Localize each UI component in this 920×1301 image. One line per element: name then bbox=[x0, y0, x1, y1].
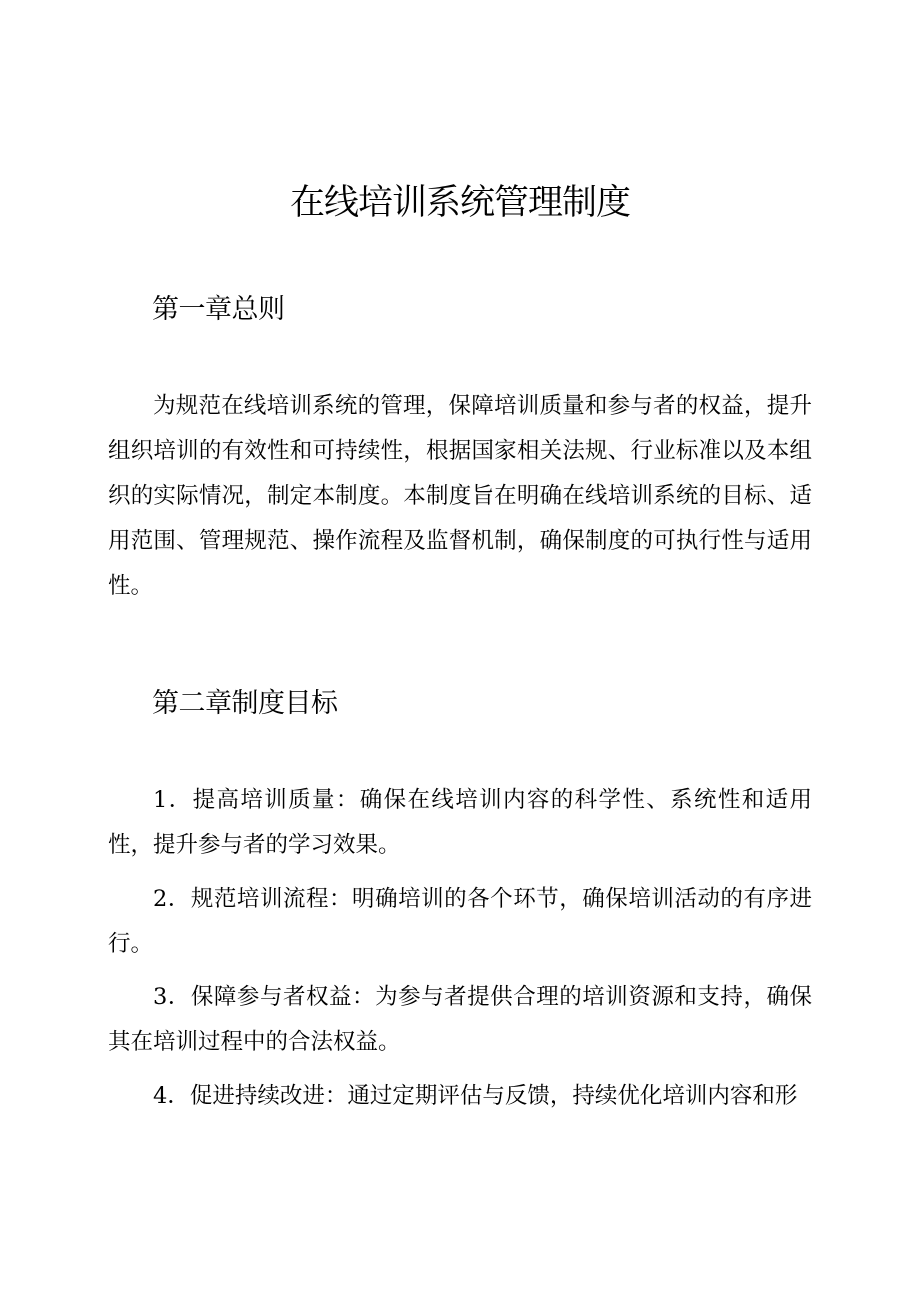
goal-number: 2 bbox=[153, 886, 168, 912]
goal-text: ．提高培训质量：确保在线培训内容的科学性、系统性和适用性，提升参与者的学习效果。 bbox=[108, 787, 812, 858]
chapter-2-heading: 第二章制度目标 bbox=[152, 688, 338, 719]
goal-item-1 bbox=[108, 778, 812, 868]
goal-text: ．规范培训流程：明确培训的各个环节，确保培训活动的有序进行。 bbox=[108, 886, 812, 957]
goal-text: ．保障参与者权益：为参与者提供合理的培训资源和支持，确保其在培训过程中的合法权益。 bbox=[108, 984, 812, 1055]
goal-item-3 bbox=[108, 975, 812, 1065]
goal-item-2 bbox=[108, 877, 812, 967]
goal-item-4 bbox=[108, 1074, 812, 1119]
document-title: 在线培训系统管理制度 bbox=[289, 183, 630, 223]
chapter-1-paragraph: 为规范在线培训系统的管理，保障培训质量和参与者的权益，提升组织培训的有效性和可持续性，根据国家相关法规、行业标准以及本组织的实际情况，制定本制度。本制度旨在明确在线培训系统的目标、适用范围、管理规范、操作流程及监督机制，确保制度的可执行性与适用性。 bbox=[108, 393, 812, 599]
goal-text: ．促进持续改进：通过定期评估与反馈，持续优化培训内容和形 bbox=[167, 1083, 798, 1109]
goal-number: 3 bbox=[153, 984, 168, 1010]
goal-number: 1 bbox=[153, 787, 168, 813]
chapter-1-heading: 第一章总则 bbox=[152, 294, 285, 325]
goal-number: 4 bbox=[153, 1083, 168, 1109]
